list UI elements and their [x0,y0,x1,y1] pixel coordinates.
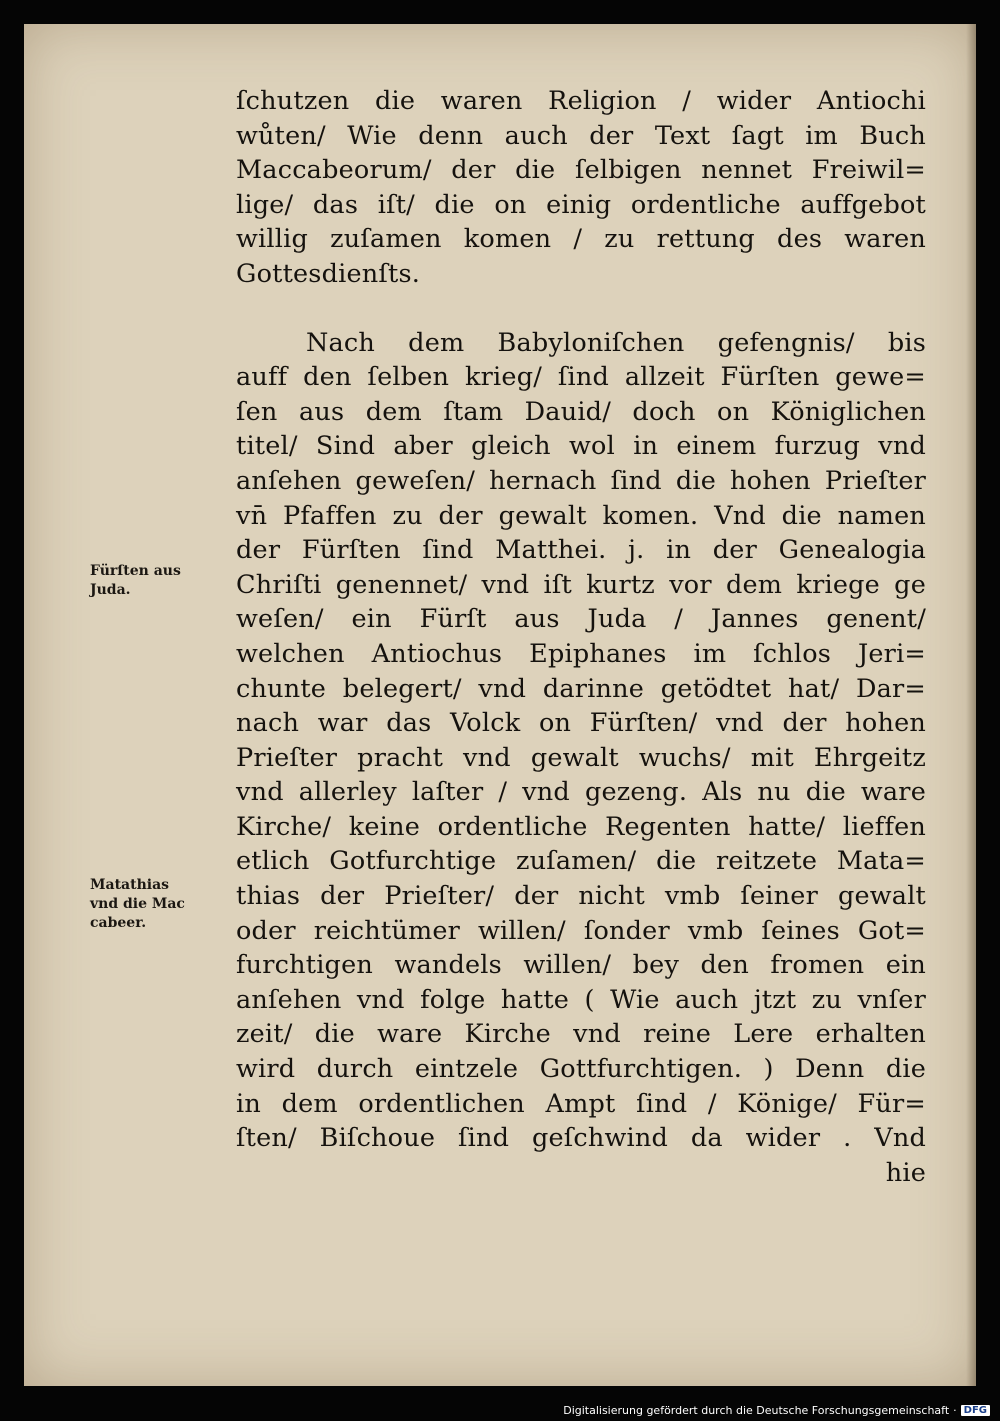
text-line: ſchutzen die waren Religion / wider Antiochi [236,86,926,116]
text-line: Prieſter pracht vnd gewalt wuchs/ mit Ehrgeitz [236,742,926,773]
text-line: ſten/ Biſchoue ſind geſchwind da wider . Vnd [236,1123,926,1154]
text-line: Gottesdienſts. [236,258,421,289]
text-line: Maccabeorum/ der die ſelbigen nennet Freiwil= [236,155,926,186]
text-line: anſehen geweſen/ hernach ſind die hohen Prieſter [236,465,926,496]
margin-note-line: vnd die Mac [90,896,185,912]
footer-separator: · [953,1404,957,1417]
text-line: Nach dem Babyloniſchen gefengnis/ bis [306,327,926,358]
text-line: wird durch eintzele Gottfurchtigen. ) Denn die [236,1054,926,1085]
margin-note-line: Fürſten aus [90,563,181,579]
text-line: auff den ſelben krieg/ ſind allzeit Fürſten gewe= [236,362,926,393]
text-line: oder reichtümer willen/ ſonder vmb ſeines Got= [236,915,926,946]
paragraph-gap [236,292,926,326]
book-page [24,24,976,1386]
text-line: furchtigen wandels willen/ bey den fromen ein [236,950,926,981]
text-line: wůten/ Wie denn auch der Text ſagt im Buch [236,120,926,151]
text-line: chunte belegert/ vnd darinne getödtet hat/ Dar= [236,673,926,704]
body-text [236,84,926,1190]
text-line: weſen/ ein Fürſt aus Juda / Jannes genent/ [236,604,926,635]
text-line: ſen aus dem ſtam Dauid/ doch on Königlichen [236,396,926,427]
text-line: thias der Prieſter/ der nicht vmb ſeiner gewalt [236,881,926,912]
text-line: anſehen vnd folge hatte ( Wie auch jtzt zu vnſer [236,984,926,1015]
text-line: etlich Gotfurchtige zuſamen/ die reitzete Mata= [236,846,926,877]
margin-note-line: Matathias [90,877,170,893]
text-line: lige/ das iſt/ die on einig ordentliche auffgebot [236,189,926,220]
text-line: Kirche/ keine ordentliche Regenten hatte/ lieffen [236,811,926,842]
text-line: nach war das Volck on Fürſten/ vnd der hohen [236,708,926,739]
margin-note-fuersten [90,562,240,600]
text-line: willig zuſamen komen / zu rettung des waren [236,224,926,255]
text-line: der Fürſten ſind Matthei. j. in der Genealogia [236,535,926,566]
margin-note-line: Juda. [90,582,131,598]
margin-note-matathias [90,876,240,933]
page-edge-shadow [966,24,976,1386]
text-line: zeit/ die ware Kirche vnd reine Lere erhalten [236,1019,926,1050]
margin-note-line: cabeer. [90,915,147,931]
text-line: Chriſti genennet/ vnd iſt kurtz vor dem kriege ge [236,569,926,600]
catchword: hie [885,1157,926,1188]
footer-text: Digitalisierung gefördert durch die Deutsche Forschungsgemeinschaft [563,1404,950,1417]
text-line: vn̄ Pfaffen zu der gewalt komen. Vnd die namen [236,500,926,531]
text-line: welchen Antiochus Epiphanes im ſchlos Jeri= [236,638,926,669]
text-line: vnd allerley laſter / vnd gezeng. Als nu die ware [236,777,926,808]
text-line: in dem ordentlichen Ampt ſind / Könige/ Für= [236,1088,926,1119]
digitization-footer [563,1404,990,1417]
dfg-logo-icon: DFG [961,1405,990,1416]
text-line: titel/ Sind aber gleich wol in einem furzug vnd [236,431,926,462]
